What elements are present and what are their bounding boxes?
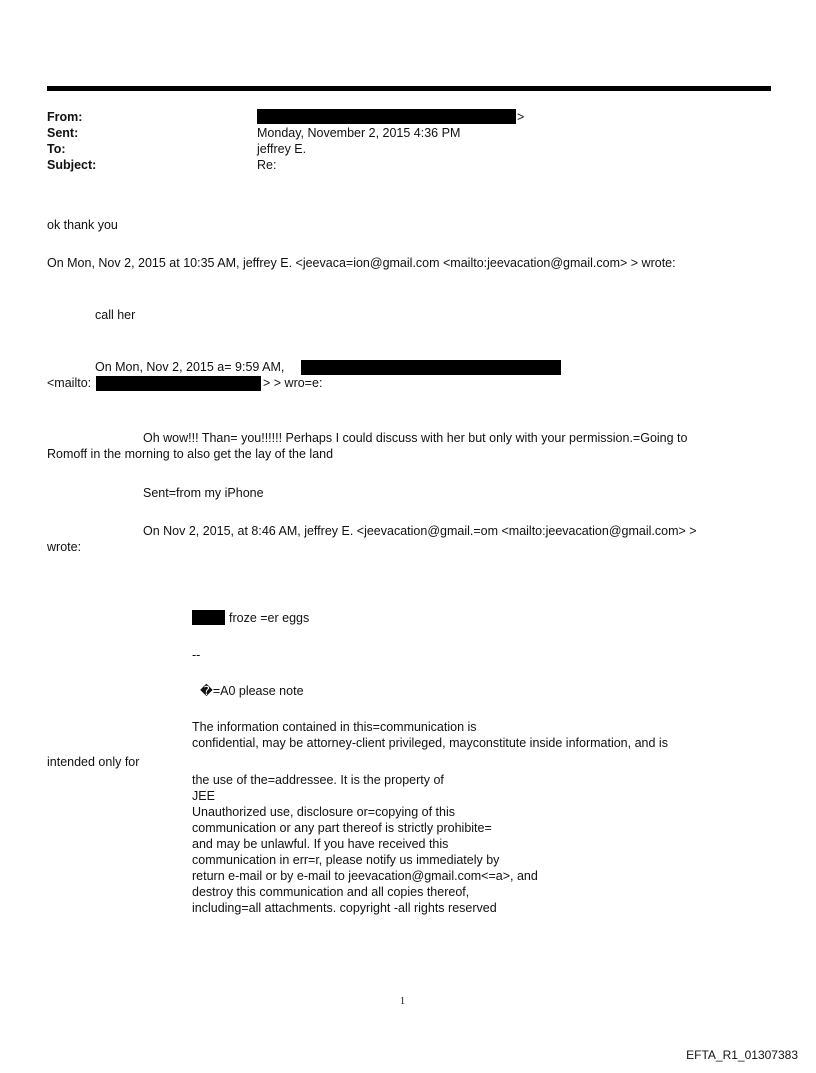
quote2-message-line1: Oh wow!!! Than= you!!!!!! Perhaps I could discuss with her but only with your permission.=Going to [143,431,688,445]
disclaimer-line: Unauthorized use, disclosure or=copying of this [192,805,455,819]
disclaimer-line: the use of the=addressee. It is the property of [192,773,444,787]
subject-label: Subject: [47,158,97,172]
signature-dashes: -- [192,648,201,662]
disclaimer-line: JEE [192,789,215,803]
disclaimer-line: including=all attachments. copyright -all rights reserved [192,901,497,915]
to-value: jeffrey E. [257,142,307,156]
disclaimer-line: intended only for [47,755,140,769]
disclaimer-line: The information contained in this=communication is [192,720,477,734]
page-number: 1 [400,996,405,1007]
quote3-header-line1: On Nov 2, 2015, at 8:46 AM, jeffrey E. <jeevacation@gmail.=om <mailto:jeevacation@gmail.com> > [143,524,697,538]
redaction-mailto [96,376,261,391]
to-label: To: [47,142,66,156]
please-note: �=A0 please note [200,684,304,698]
quote2-wrote: > > wro=e: [263,376,323,390]
disclaimer-line: and may be unlawful. If you have received this [192,837,449,851]
sent-label: Sent: [47,126,79,140]
disclaimer-line: communication or any part thereof is strictly prohibite= [192,821,492,835]
quote2-mailto: <mailto: [47,376,92,390]
quote1-message: call her [95,308,136,322]
document-id: EFTA_R1_01307383 [686,1048,798,1062]
quote3-header-line2: wrote: [47,540,82,554]
quote2-header: On Mon, Nov 2, 2015 a= 9:59 AM, [95,360,285,374]
disclaimer-line: destroy this communication and all copies thereof, [192,885,470,899]
disclaimer-line: return e-mail or by e-mail to jeevacation@gmail.com<=a>, and [192,869,538,883]
reply-text: ok thank you [47,218,118,232]
redaction-from [257,109,516,124]
redaction-name [192,610,225,625]
quote3-message: froze =er eggs [229,611,310,625]
disclaimer-line: confidential, may be attorney-client privileged, mayconstitute inside information, and is [192,736,668,750]
sent-value: Monday, November 2, 2015 4:36 PM [257,126,461,140]
header-rule [47,86,771,91]
quote1-header: On Mon, Nov 2, 2015 at 10:35 AM, jeffrey E. <jeevaca=ion@gmail.com <mailto:jeevacation@gmail.com> > wrote: [47,256,676,270]
quote2-message-line2: Romoff in the morning to also get the lay of the land [47,447,334,461]
redaction-sender [301,360,561,375]
disclaimer-line: communication in err=r, please notify us immediately by [192,853,500,867]
sent-from-iphone: Sent=from my iPhone [143,486,264,500]
from-suffix: > [517,110,525,124]
from-label: From: [47,110,83,124]
subject-value: Re: [257,158,277,172]
